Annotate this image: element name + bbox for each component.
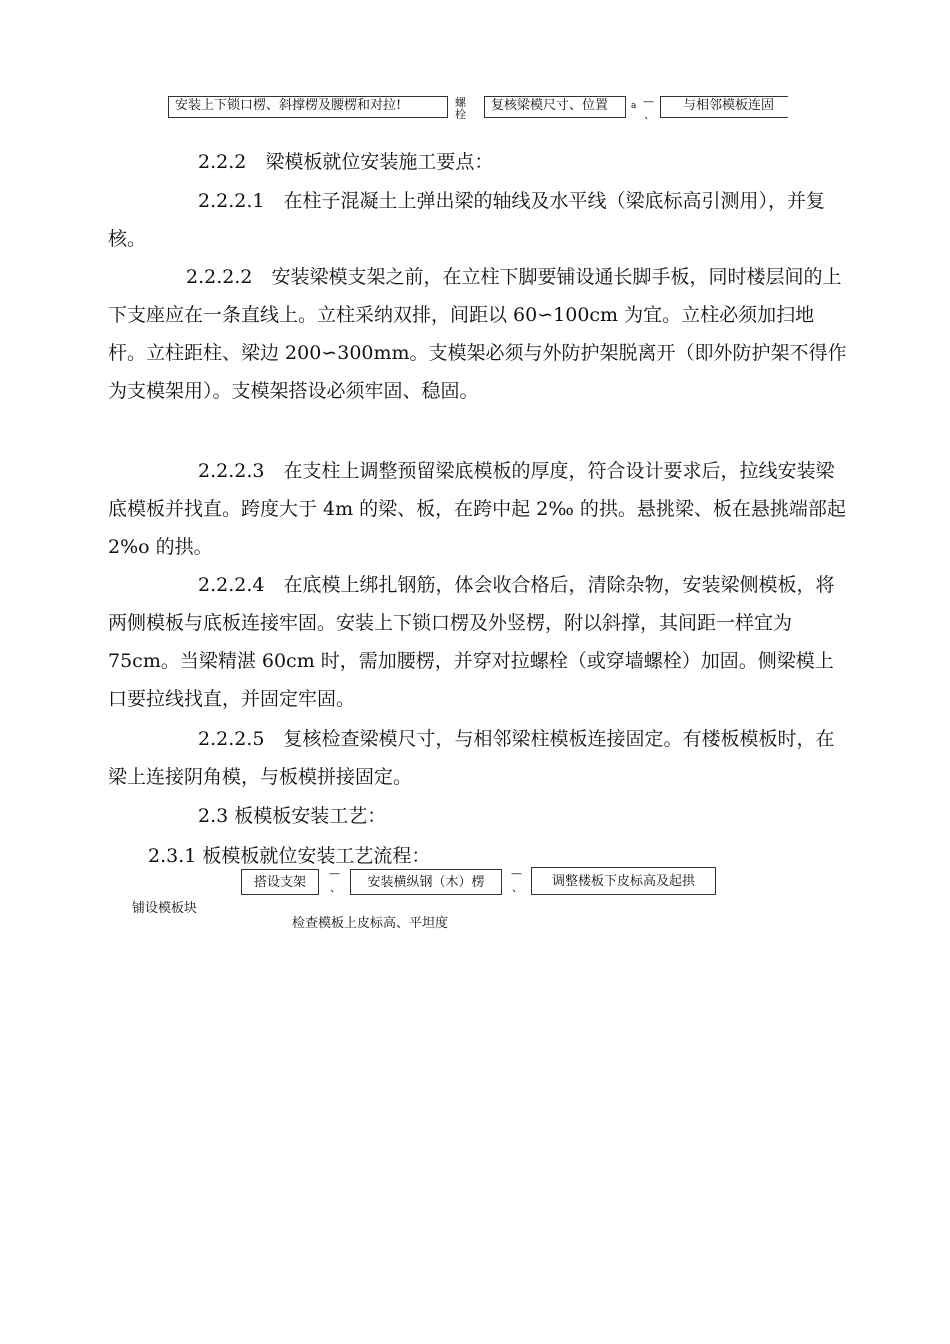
flow-arrow-2-dash: — xyxy=(511,867,522,880)
paragraph-2222: 2.2.2.2 安装梁模支架之前，在立柱下脚要铺设通长脚手板，同时楼层间的上下支座应在一条直线上。立柱采纳双排，间距以 60∽100cm 为宜。立柱必须加扫地杆。立柱距柱、梁边 200∽300mm。支模架必须与外防护架脱离开（即外防护架不得作为支模架用）。支模架搭设必须牢固、稳固。 xyxy=(108,266,847,402)
flow-box-check-beam-form-size: 复核梁模尺寸、位置 xyxy=(484,96,626,118)
flow-arrow-2-tick: 、 xyxy=(512,881,523,894)
flow-connector-mark: a xyxy=(631,101,637,111)
flow-connector-bolt: 螺栓 xyxy=(455,97,466,119)
section-heading-231: 2.3.1 板模板就位安装工艺流程： xyxy=(148,845,431,867)
flow-arrow-1-dash: — xyxy=(329,867,340,880)
flow-arrow-dash: — xyxy=(643,95,654,108)
flow-arrow-tick: 、 xyxy=(644,108,655,121)
flow-box-erect-support: 搭设支架 xyxy=(241,869,319,895)
flow-box-install-locking-braces: 安装上下锁口楞、斜撑楞及腰楞和对拉! xyxy=(168,96,448,118)
flow-arrow-1-tick: 、 xyxy=(330,881,341,894)
section-heading-222: 2.2.2 梁模板就位安装施工要点： xyxy=(198,151,494,173)
flow-caption-check-top-elevation: 检查模板上皮标高、平坦度 xyxy=(292,916,449,931)
flow-box-adjust-elevation-camber: 调整楼板下皮标高及起拱 xyxy=(531,867,716,895)
flow-box-connect-adjacent-forms: 与相邻模板连固 xyxy=(660,96,788,118)
paragraph-2223: 2.2.2.3 在支柱上调整预留梁底模板的厚度，符合设计要求后，拉线安装梁底模板并找直。跨度大于 4m 的梁、板，在跨中起 2‰ 的拱。悬挑梁、板在悬挑端部起 2%o 的拱。 xyxy=(108,460,846,558)
paragraph-2224: 2.2.2.4 在底模上绑扎钢筋，体会收合格后，清除杂物，安装梁侧模板，将两侧模板与底板连接牢固。安装上下锁口楞及外竖楞，附以斜撑，其间距一样宜为 75cm。当梁精湛 60cm 时，需加腰楞，并穿对拉螺栓（或穿墙螺栓）加固。侧梁模上口要拉线找直，并固定牢固。 xyxy=(108,574,835,710)
paragraph-2221: 2.2.2.1 在柱子混凝土上弹出梁的轴线及水平线（梁底标高引测用），并复核。 xyxy=(108,190,825,250)
section-heading-23: 2.3 板模板安装工艺： xyxy=(198,805,387,827)
flow-label-lay-form-blocks: 铺设模板块 xyxy=(132,901,198,916)
paragraph-2225: 2.2.2.5 复核检查梁模尺寸，与相邻梁柱模板连接固定。有楼板模板时，在梁上连接阴角模，与板模拼接固定。 xyxy=(108,728,835,788)
flow-box-install-joists: 安装横纵钢（木）楞 xyxy=(350,869,502,895)
